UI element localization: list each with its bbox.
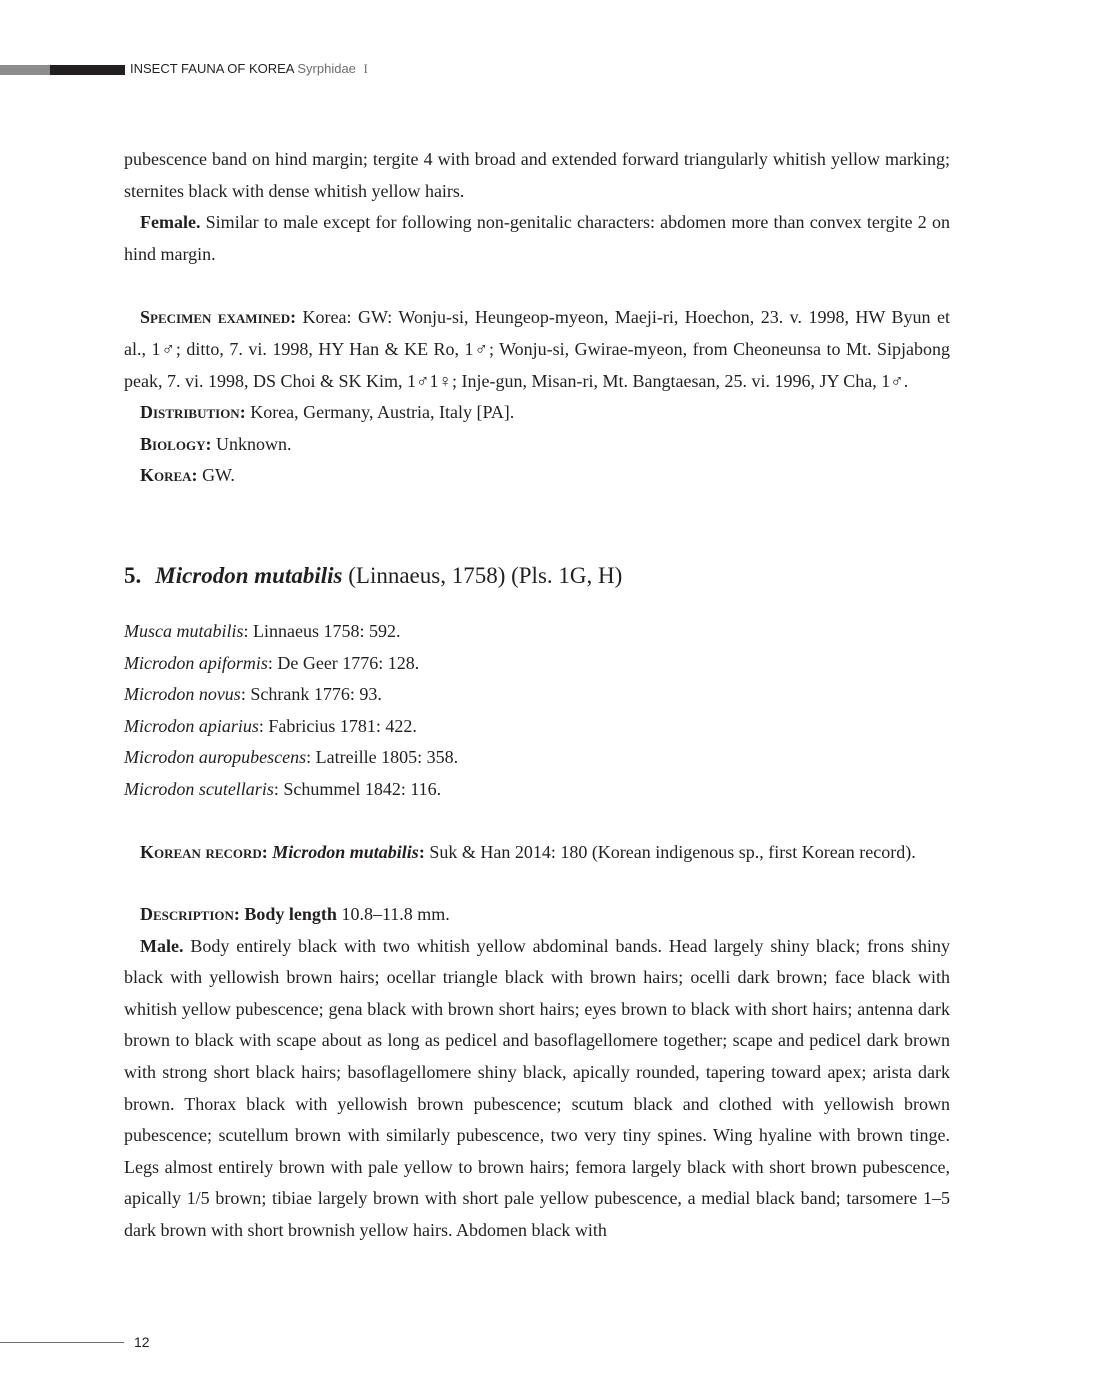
biology-label: Biology: [140,433,212,454]
species-author: (Linnaeus, 1758) (Pls. 1G, H) [342,562,623,588]
synonym-list [124,616,950,806]
footer-rule [0,1342,124,1343]
korea-paragraph [124,460,950,492]
distribution-paragraph [124,397,950,429]
paragraph-continuation: pubescence band on hind margin; tergite 4 with broad and extended forward triangularly whitish yellow marking; sternites black with dense whitish yellow hairs. [124,149,950,201]
synonym-item: Microdon auropubescens: Latreille 1805: 358. [124,747,459,768]
korean-record-label: Korean record: [140,841,268,862]
female-text: Similar to male except for following non-genitalic characters: abdomen more than convex tergite 2 on hind margin. [124,212,950,264]
korean-record-text: Suk & Han 2014: 180 (Korean indigenous sp., first Korean record). [424,841,916,862]
distribution-label: Distribution: [140,402,246,423]
distribution-text: Korea, Germany, Austria, Italy [PA]. [245,402,515,423]
species-heading [124,560,950,591]
korea-text: GW. [197,465,235,486]
body-length-value: 10.8–11.8 mm. [336,904,450,925]
header-bar-grey [0,65,50,75]
description-paragraph [124,899,950,931]
header-title: INSECT FAUNA OF KOREA [130,61,294,76]
female-paragraph [124,207,950,270]
specimen-label: Specimen examined: [140,307,297,328]
running-header [130,61,368,77]
specimen-text: Korea: GW: Wonju-si, Heungeop-myeon, Maeji-ri, Hoechon, 23. v. 1998, HW Byun et al., 1♂; ditto, 7. vi. 1998, HY Han & KE Ro, 1♂; Wonju-si, Gwirae-myeon, from Cheoneunsa to Mt. Sipjabong peak, 7. vi. 1998, DS Choi & SK Kim, 1♂1♀; Inje-gun, Misan-ri, Mt. Bangtaesan, 25. vi. 1996, JY Cha, 1♂. [124,307,950,391]
page-number: 12 [134,1334,150,1350]
header-family: Syrphidae [297,61,356,76]
specimen-paragraph [124,302,950,397]
male-text: Body entirely black with two whitish yellow abdominal bands. Head largely shiny black; frons shiny black with yellowish brown hairs; ocellar triangle black with brown hairs; ocelli dark brown; face black with whitish yellow pubescence; gena black with brown short hairs; eyes brown to black with short hairs; antenna dark brown to black with scape about as long as pedicel and basoflagellomere together; scape and pedicel dark brown with strong short black hairs; basoflagellomere shiny black, apically rounded, tapering toward apex; arista dark brown. Thorax black with yellowish brown pubescence; scutum black and clothed with yellowish brown pubescence; scutellum brown with similarly pubescence, two very tiny spines. Wing hyaline with brown tinge. Legs almost entirely brown with pale yellow to brown hairs; femora largely black with short brown pubescence, apically 1/5 brown; tibiae largely brown with short pale yellow pubescence, a medial black band; tarsomere 1–5 dark brown with short brownish yellow hairs. Abdomen black with [124,935,950,1241]
synonym-item: Microdon novus: Schrank 1776: 93. [124,684,382,705]
body-length-label: Body length [239,904,337,925]
species-number: 5. [124,562,142,588]
synonym-item: Microdon apiformis: De Geer 1776: 128. [124,652,420,673]
korean-record-name: Microdon mutabilis [272,841,419,862]
male-label: Male. [140,935,184,956]
female-label: Female. [140,212,201,233]
synonym-item: Microdon apiarius: Fabricius 1781: 422. [124,715,417,736]
synonym-item: Musca mutabilis: Linnaeus 1758: 592. [124,620,401,641]
header-volume: I [363,61,368,76]
korea-label: Korea: [140,465,198,486]
description-label: Description: [140,904,240,925]
biology-text: Unknown. [211,433,292,454]
header-bar-black [50,65,125,75]
biology-paragraph [124,429,950,461]
male-paragraph [124,931,950,1247]
synonym-item: Microdon scutellaris: Schummel 1842: 116. [124,778,442,799]
page-body [124,144,950,1247]
species-name: Microdon mutabilis [155,562,343,588]
korean-record-paragraph: Korean record: Microdon mutabilis: Suk & Han 2014: 180 (Korean indigenous sp., first Korean record). [140,841,916,862]
